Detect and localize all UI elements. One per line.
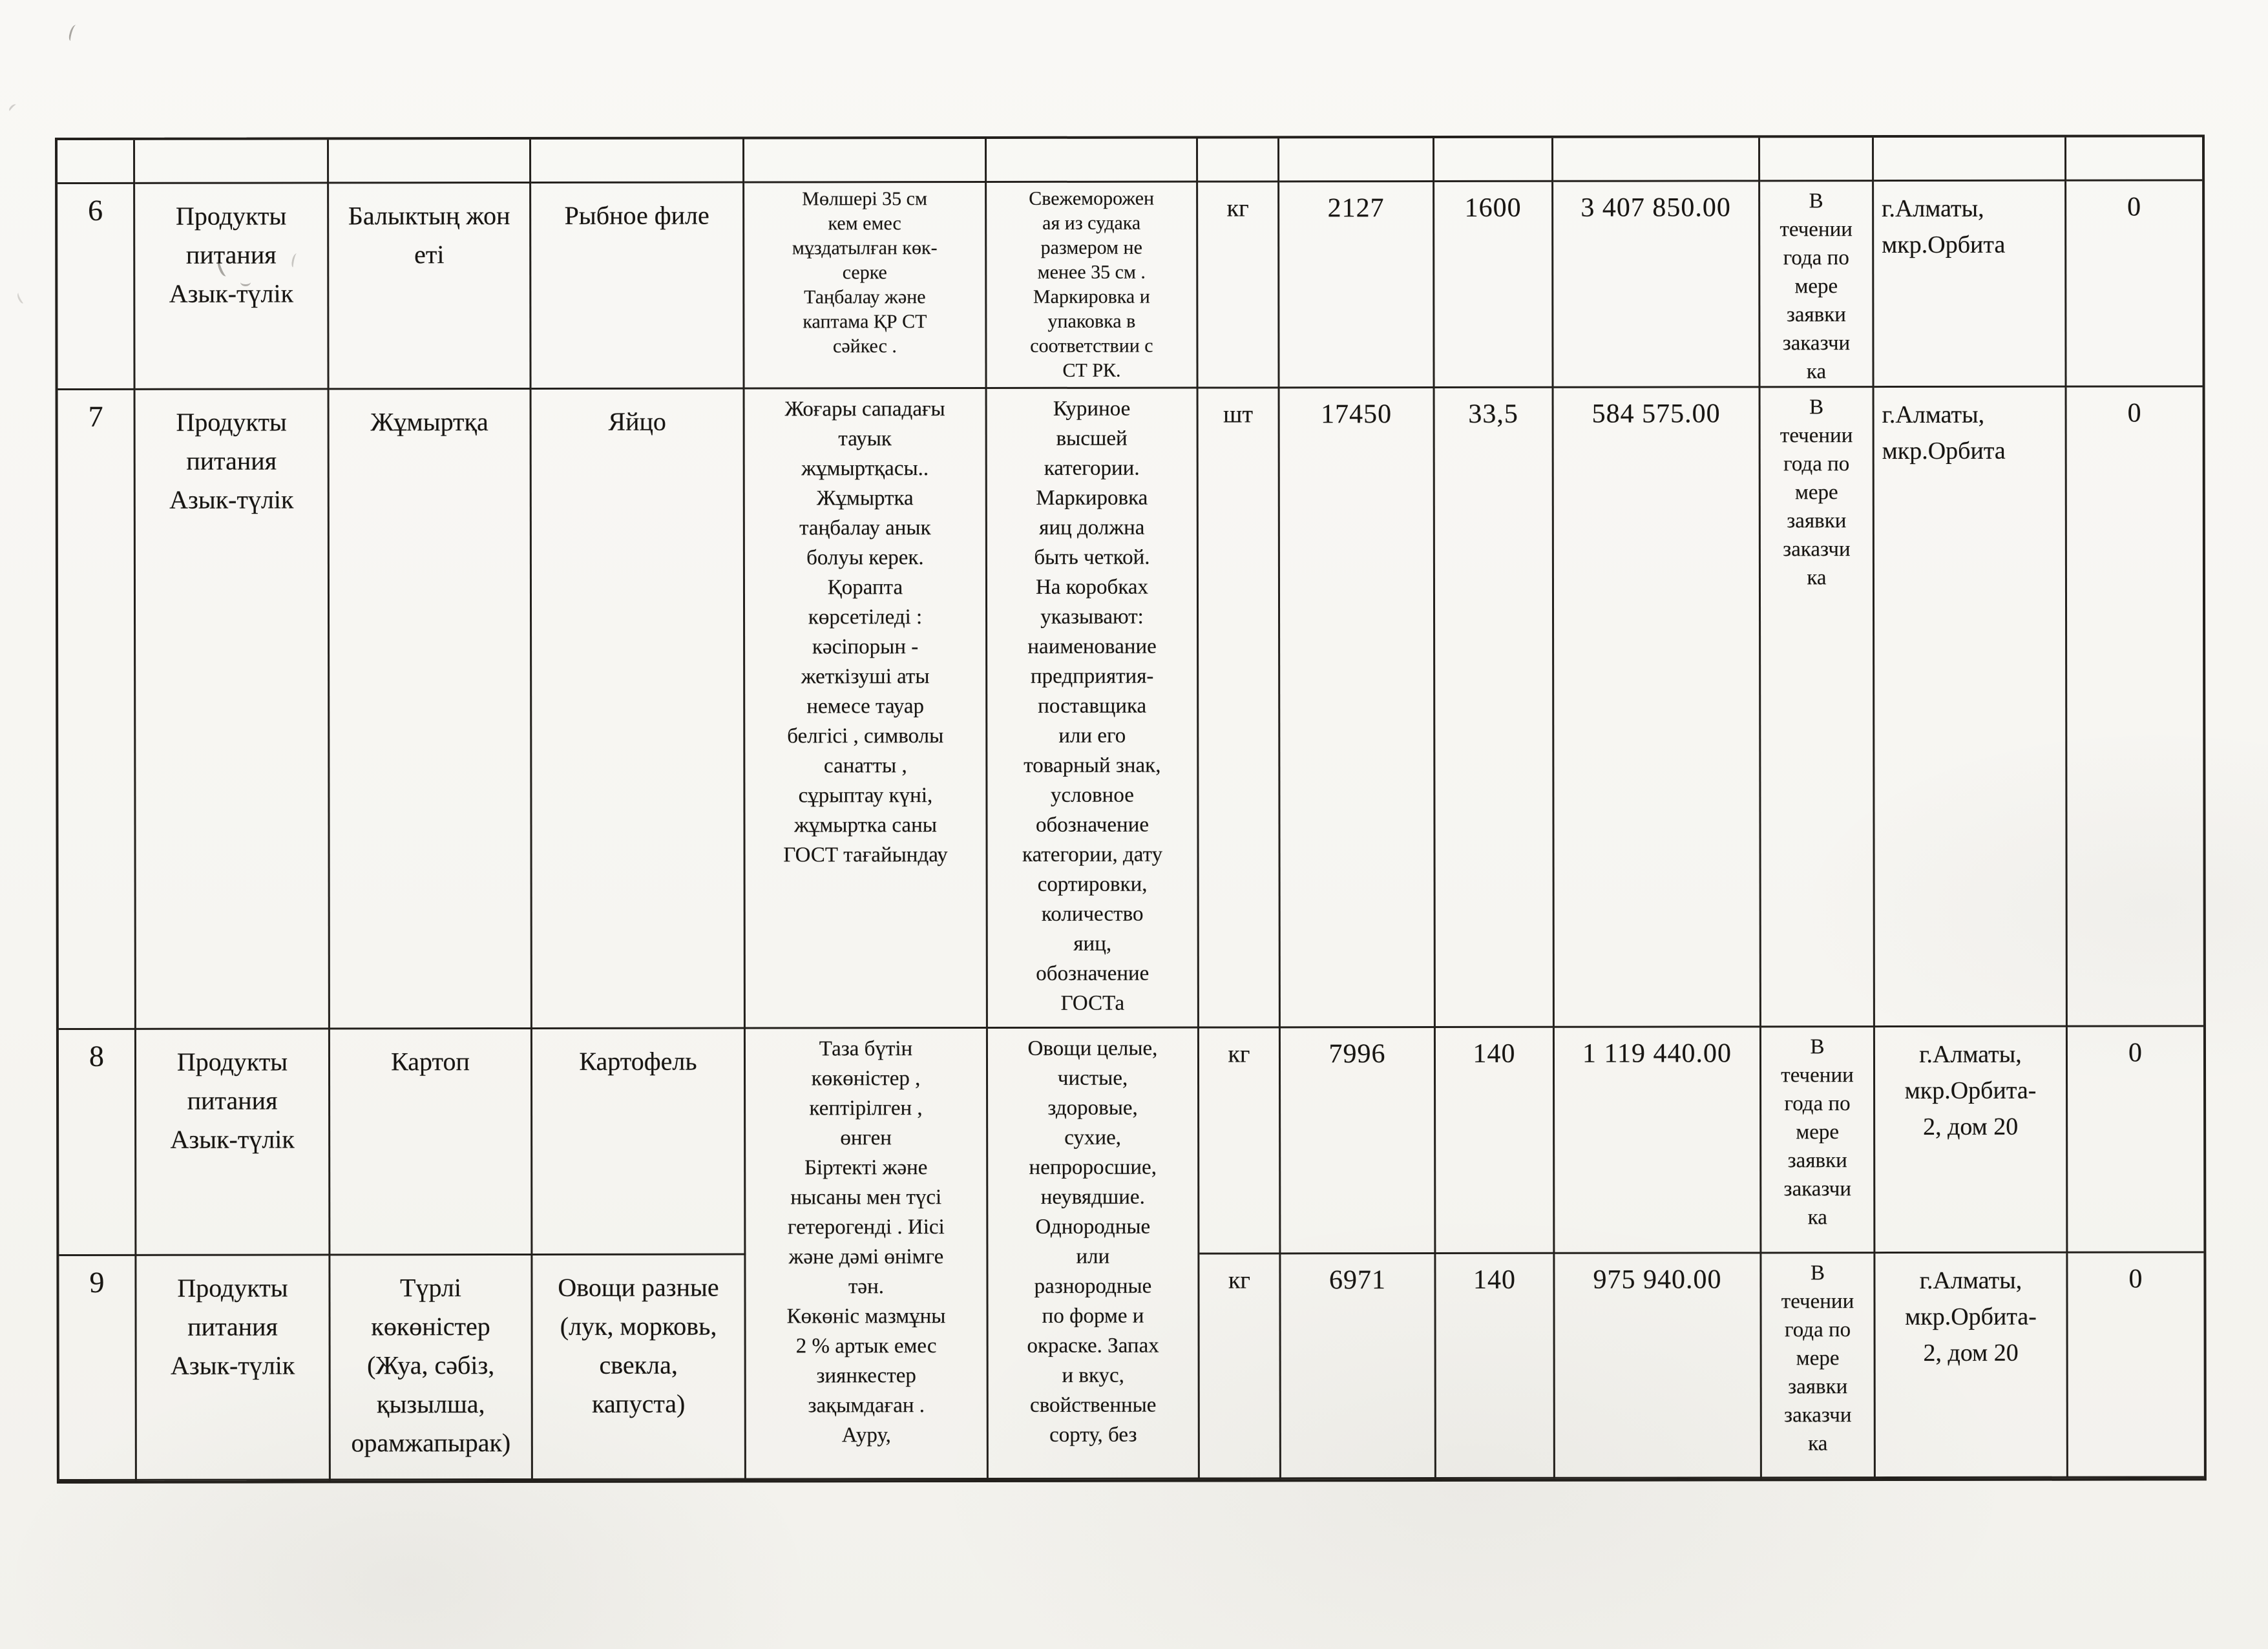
delivery-cell: В течении года по мере заявки заказчи ка [1761, 1254, 1875, 1478]
price-cell: 140 [1436, 1028, 1555, 1254]
name-ru-cell: Рыбное филе [531, 184, 744, 390]
quantity-cell: 17450 [1280, 388, 1436, 1028]
row-number: 8 [59, 1030, 136, 1256]
header-cell [987, 139, 1198, 183]
header-cell [1198, 138, 1279, 182]
scan-artifact [68, 24, 79, 42]
spec-ru-cell: Свежеморожен ая из судака размером не менее 35 см . Маркировка и упаковка в соответствии с СТ РК. [987, 183, 1198, 389]
delivery-cell: В течении года по мере заявки заказчи ка [1761, 1027, 1875, 1254]
quantity-cell: 6971 [1281, 1254, 1436, 1479]
row-number: 6 [58, 184, 135, 390]
header-cell [2066, 137, 2202, 181]
location-cell: г.Алматы, мкр.Орбита- 2, дом 20 [1875, 1027, 2068, 1254]
delivery-cell: В течении года по мере заявки заказчи ка [1760, 182, 1874, 388]
advance-cell: 0 [2068, 1253, 2203, 1478]
location-cell: г.Алматы, мкр.Орбита- 2, дом 20 [1875, 1254, 2068, 1478]
total-cell: 584 575.00 [1554, 388, 1761, 1027]
name-ru-cell: Картофель [532, 1029, 746, 1255]
quantity-cell: 7996 [1281, 1028, 1436, 1254]
total-cell: 975 940.00 [1555, 1254, 1761, 1478]
unit-cell: кг [1199, 1254, 1281, 1479]
location-cell: г.Алматы, мкр.Орбита [1874, 388, 2068, 1027]
name-kz-cell: Картоп [330, 1029, 532, 1255]
spec-kz-cell-merged: Таза бүтін көкөністер , кептірілген , өнген Біртекті және нысаны мен түсі гетерогенді . Иісі және дәмі өнімге тән. Көкөніс мазмұны 2 % артык емес зиянкестер зақымдаған . Ауру, [746, 1029, 989, 1480]
procurement-table [55, 134, 2207, 1484]
advance-cell: 0 [2066, 181, 2202, 387]
header-cell [329, 140, 531, 184]
category-cell: Продукты питания Азык-түлік [136, 1029, 330, 1255]
price-cell: 1600 [1434, 182, 1553, 388]
header-cell [1434, 138, 1553, 182]
header-cell [1553, 138, 1760, 182]
header-cell [1279, 138, 1434, 182]
header-cell [1874, 138, 2066, 182]
delivery-cell: В течении года по мере заявки заказчи ка [1761, 388, 1875, 1027]
scan-artifact [16, 291, 26, 304]
total-cell: 1 119 440.00 [1555, 1027, 1761, 1254]
unit-cell: кг [1199, 1028, 1281, 1254]
header-cell [744, 139, 987, 184]
row-number: 9 [59, 1256, 136, 1481]
name-kz-cell: Балыктың жон еті [329, 184, 531, 390]
price-cell: 33,5 [1435, 388, 1555, 1028]
quantity-cell: 2127 [1279, 182, 1434, 388]
header-cell [135, 140, 329, 184]
header-cell [58, 140, 135, 184]
advance-cell: 0 [2067, 387, 2203, 1027]
scan-artifact [8, 103, 17, 113]
name-ru-cell: Овощи разные (лук, морковь, свекла, капуста) [532, 1255, 746, 1480]
unit-cell: шт [1199, 388, 1281, 1028]
header-cell [1760, 138, 1874, 182]
spec-ru-cell-merged: Овощи целые, чистые, здоровые, сухие, непроросшие, неувядшие. Однородные или разнородные по форме и окраске. Запах и вкус, свойственные сорту, без [988, 1029, 1200, 1480]
name-kz-cell: Жұмыртқа [330, 390, 532, 1029]
spec-kz-cell: Жоғары сападағы тауык жұмыртқасы.. Жұмыртка таңбалау анык болуы керек. Қорапта көрсетіледі : кәсіпорын - жеткізуші аты немесе тауар белгісі , символы санатты , сұрыптау күні, жұмыртка саны ГОСТ тағайындау [745, 389, 988, 1029]
row-number: 7 [58, 390, 136, 1030]
category-cell: Продукты питания Азык-түлік [136, 1255, 330, 1480]
name-kz-cell: Түрлі көкөністер (Жуа, сәбіз, қызылша, орамжапырак) [330, 1255, 532, 1480]
name-ru-cell: Яйцо [532, 390, 746, 1029]
location-cell: г.Алматы, мкр.Орбита [1874, 182, 2066, 388]
category-cell: Продукты питания Азык-түлік [136, 390, 330, 1029]
spec-ru-cell: Куриное высшей категории. Маркировка яиц должна быть четкой. На коробках указывают: наименование предприятия- поставщика или его товарный знак, условное обозначение категории, дату сортировки, количество яиц, обозначение ГОСТа [987, 389, 1199, 1029]
unit-cell: кг [1198, 182, 1279, 388]
category-cell: Продукты питания Азык-түлік [135, 184, 329, 390]
price-cell: 140 [1436, 1254, 1555, 1479]
header-cell [531, 140, 744, 184]
advance-cell: 0 [2068, 1027, 2203, 1253]
spec-kz-cell: Мөлшері 35 см кем емес мұздатылған көк- серке Таңбалау және каптама ҚР СТ сәйкес . [744, 183, 987, 390]
total-cell: 3 407 850.00 [1553, 182, 1760, 388]
